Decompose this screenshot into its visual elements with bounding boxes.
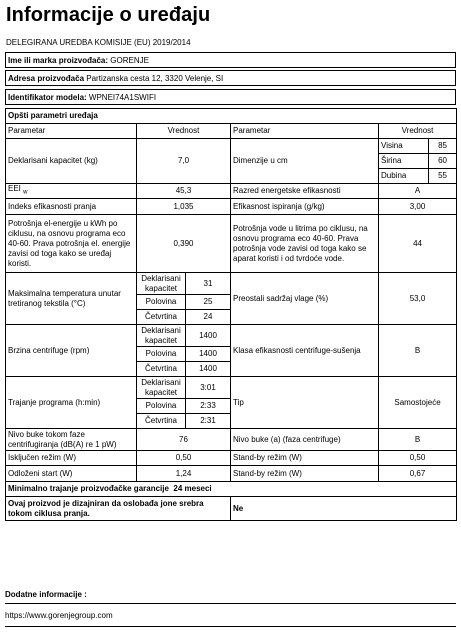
capacity-label: Deklarisani kapacitet (kg) [6,139,137,184]
type-value: Samostojeće [379,377,457,429]
silver-ions-value: Ne [231,497,457,521]
moisture-value: 53,0 [379,273,457,325]
address-row [5,70,456,86]
spin-speed-rated: 1400 [186,325,231,347]
table-row [6,497,457,521]
load-half-label: Polovina [137,347,186,362]
load-half-label: Polovina [137,399,186,414]
table-row [6,139,457,154]
address-label: Adresa proizvođača [8,73,85,83]
table-row [6,273,457,295]
spin-speed-half: 1400 [186,347,231,362]
duration-rated: 3:01 [186,377,231,399]
washing-index-value: 1,035 [137,199,231,215]
type-label: Tip [231,377,379,429]
spin-speed-label: Brzina centrifuge (rpm) [6,325,137,377]
column-header: Vrednost [379,124,457,139]
energy-class-label: Razred energetske efikasnosti [231,184,379,199]
standby2-label: Stand-by režim (W) [231,466,379,482]
load-quarter-label: Četvrtina [137,414,186,429]
load-rated-label: Deklarisani kapacitet [137,273,186,295]
noise-class-label: Nivo buke (a) (faza centrifuge) [231,429,379,451]
divider [5,603,456,604]
table-row [6,109,457,124]
standby-label: Stand-by režim (W) [231,451,379,466]
duration-label: Trajanje programa (h:min) [6,377,137,429]
delay-start-value: 1,24 [137,466,231,482]
model-row [5,89,456,105]
model-label: Identifikator modela: [8,92,87,102]
off-mode-value: 0,50 [137,451,231,466]
silver-ions-label: Ovaj proizvod je dizajniran da oslobađa jone srebra tokom ciklusa pranja. [6,497,231,521]
depth-label: Dubina [379,169,429,184]
moisture-label: Preostali sadržaj vlage (%) [231,273,379,325]
noise-value: 76 [137,429,231,451]
brand-label: Ime ili marka proizvođača: [8,55,109,65]
dimensions-label: Dimenzije u cm [231,139,379,184]
noise-label: Nivo buke tokom faze centrifugiranja (dB(A) re 1 pW) [6,429,137,451]
table-row [6,429,457,451]
table-row [6,325,457,347]
off-mode-label: Isključen režim (W) [6,451,137,466]
water-consumption-label: Potrošnja vode u litrima po ciklusu, na osnovu programa eco 40-60. Prava potrošnja vode zavisi od toga kako se aparat koristi i od tvrdoće vode. [231,215,379,273]
table-row [6,482,457,497]
max-temp-label: Maksimalna temperatura unutar tretiranog tekstila (°C) [6,273,137,325]
max-temp-quarter: 24 [186,310,231,325]
address-value: Partizanska cesta 12, 3320 Velenje, SI [86,73,224,83]
page-title: Informacije o uređaju [6,4,211,26]
regulation-reference: DELEGIRANA UREDBA KOMISIJE (EU) 2019/2014 [6,38,191,47]
energy-class-value: A [379,184,457,199]
energy-consumption-label: Potrošnja el-energije u kWh po ciklusu, na osnovu programa eco 40-60. Prava potrošnja el. energije zavisi od toga kako se uređaj koristi. [6,215,137,273]
section-title: Opšti parametri uređaja [6,109,457,124]
noise-class-value: B [379,429,457,451]
delay-start-label: Odloženi start (W) [6,466,137,482]
water-consumption-value: 44 [379,215,457,273]
table-row [6,199,457,215]
brand-value: GORENJE [110,55,149,65]
rinsing-label: Efikasnost ispiranja (g/kg) [231,199,379,215]
column-header: Vrednost [137,124,231,139]
spin-speed-quarter: 1400 [186,362,231,377]
table-row [6,377,457,399]
height-value: 85 [429,139,457,154]
additional-info-label: Dodatne informacije : [5,590,87,599]
table-header-row [6,124,457,139]
depth-value: 55 [429,169,457,184]
duration-quarter: 2:31 [186,414,231,429]
rinsing-value: 3,00 [379,199,457,215]
load-rated-label: Deklarisani kapacitet [137,325,186,347]
load-quarter-label: Četvrtina [137,362,186,377]
column-header: Parametar [6,124,137,139]
width-value: 60 [429,154,457,169]
table-row [6,184,457,199]
model-value: WPNEI74A1SWIFI [88,92,157,102]
table-row [6,466,457,482]
spin-class-label: Klasa efikasnosti centrifuge-sušenja [231,325,379,377]
load-rated-label: Deklarisani kapacitet [137,377,186,399]
height-label: Visina [379,139,429,154]
divider [5,626,456,627]
max-temp-rated: 31 [186,273,231,295]
washing-index-label: Indeks efikasnosti pranja [6,199,137,215]
general-parameters-table [5,108,457,521]
max-temp-half: 25 [186,295,231,310]
standby2-value: 0,67 [379,466,457,482]
load-half-label: Polovina [137,295,186,310]
energy-consumption-value: 0,390 [137,215,231,273]
warranty-row: Minimalno trajanje proizvođačke garancije 24 meseci [6,482,457,497]
column-header: Parametar [231,124,379,139]
load-quarter-label: Četvrtina [137,310,186,325]
width-label: Širina [379,154,429,169]
spin-class-value: B [379,325,457,377]
table-row [6,215,457,273]
standby-value: 0,50 [379,451,457,466]
eei-label: EEI $_w$ [6,184,137,199]
duration-half: 2:33 [186,399,231,414]
table-row [6,451,457,466]
manufacturer-url[interactable]: https://www.gorenjegroup.com [5,611,113,620]
eei-value: 45,3 [137,184,231,199]
brand-row [5,52,456,68]
capacity-value: 7,0 [137,139,231,184]
